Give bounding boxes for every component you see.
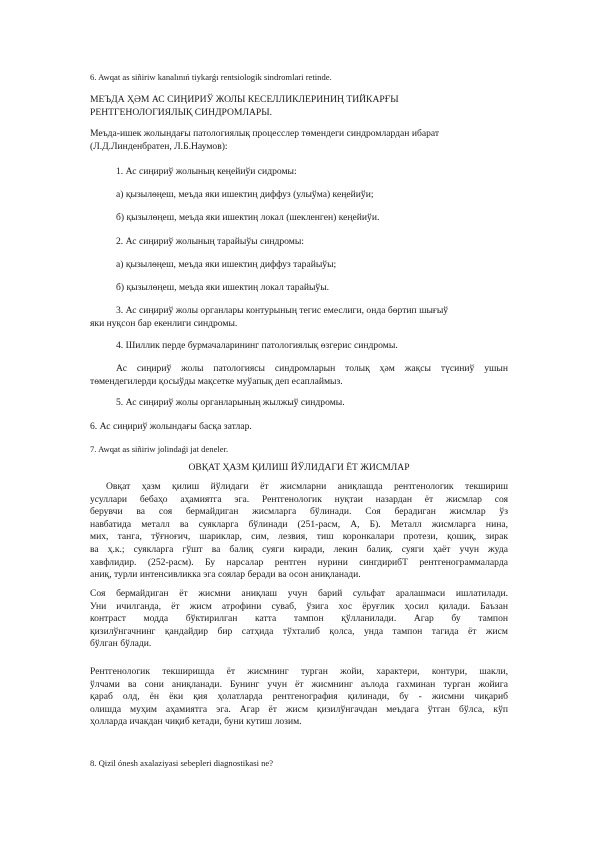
p3-line: контраст модда бўктирилган катта тампон қўлланилади. Агар бу тампон xyxy=(90,613,508,625)
syndrome-4: 4. Шиллик перде бурмачаларининг патологиялық өзгерис синдромы. xyxy=(116,340,398,351)
syndrome-6: 6. Ас сиңириў жолындағы басқа затлар. xyxy=(90,421,252,432)
syndrome-2-item-a: а) қызылөңеш, меъда яки ишектиң диффуз тарайыўы; xyxy=(116,259,337,270)
syndrome-2: 2. Ас сиңириў жолының тарайыўы синдромы: xyxy=(116,236,304,247)
paragraph-foreign-bodies xyxy=(90,481,508,582)
p2-line: хавфлидир. (252-расм). Бу нарсалар рентген нурини сингдирибТ рентгенограммаларда xyxy=(90,556,508,568)
intro-line-1: Меъда-ишек жолындағы патологиялық процесслер төмендеги синдромлардан ибарат xyxy=(90,128,440,139)
syndrome-2-item-b: б) қызылөңеш, меъда яки ишектиң локал тарайыўы. xyxy=(116,282,330,293)
p2-line: усуллари бебаҳо аҳамиятга эга. Рентгенологик нуқтаи назардан ёт жисмлар соя xyxy=(90,493,508,505)
section-title-1 xyxy=(90,94,508,119)
p3-line: бўлган бўлади. xyxy=(90,638,152,650)
question-6: 6. Awqat as siñiriw kanalınıń tiykarǵı rentsiologik sindromlari retinde. xyxy=(90,72,332,82)
p2-line: аниқ, турли интенсивликка эга соялар беради ва осон аниқланади. xyxy=(90,569,361,581)
p3-line: Соя бермайдиган ёт жисмни аниқлаш учун барий сульфат аралашмаси ишлатилади. xyxy=(90,588,508,599)
syndrome-5: 5. Ас сиңириў жолы органларының жылжыў синдромы. xyxy=(116,397,345,408)
section-title-2: ОВҚАТ ҲАЗМ ҚИЛИШ ЙЎЛИДАГИ ЁТ ЖИСМЛАР xyxy=(188,462,410,473)
p2-line: мих, танга, тўғноғич, шариклар, сим, лезвия, тиш коронкалари протези, қошиқ, зирак xyxy=(90,531,508,543)
p2-line: навбатида металл ва суякларга бўлинади (251-расм, А, Б). Металл жисмларга нина, xyxy=(90,518,508,530)
p4-line: ўлчами ва сони аниқланади. Бунинг учун ёт жисмнинг аълода гахминан турган жойига xyxy=(90,678,508,690)
p3-line: қизилўнгачнинг қандайдир бир сатҳида тўхталиб қолса, унда тампон тагида ёт жисм xyxy=(90,625,508,637)
paragraph-non-shadow-bodies xyxy=(90,588,508,651)
intro-paragraph xyxy=(90,128,508,153)
syndrome-1: 1. Ас сиңириў жолының кеңейиўи сидромы: xyxy=(116,166,297,177)
syndrome-3-line-1: 3. Ас сиңириў жолы органлары контурының тегис емеслиги, онда бөртип шығыў xyxy=(116,305,449,316)
syndrome-3 xyxy=(90,305,508,330)
p4-line: Рентгенологик текширишда ёт жисмнинг турган жойи, характери, контури, шакли, xyxy=(90,666,508,677)
p2-line: берувчи ва соя бермайдиган жисмларга бўлинади. Соя берадиган жисмлар ўз xyxy=(90,506,508,518)
syndrome-1-item-b: б) қызылөңеш, меъда яки ишектиң локал (шекленген) кеңейиўи. xyxy=(116,212,380,223)
question-7: 7. Awqat as siñiriw jolindaǵi jat deneler. xyxy=(90,444,229,454)
p4-line: ҳолларда ичакдан чиқиб кетади, буни кутиш лозим. xyxy=(90,716,302,728)
paragraph-examination xyxy=(90,666,508,729)
syndrome-3-line-2: яки нуқсон бар екенлиги синдромы. xyxy=(90,317,238,329)
p4-line: олишда муҳим аҳамиятга эга. Агар ёт жисм қизилўнгачдан меъдага ўтган бўлса, кўп xyxy=(90,703,508,715)
p4-line: қараб олд, ён ёки қия ҳолатларда рентгенография қилинади, бу - жисмни чиқариб xyxy=(90,691,508,703)
section-title-1-line-1: МЕЪДА ҲӘМ АС СИҢИРИЎ ЖОЛЫ КЕСЕЛЛИКЛЕРИНИҢ ТИЙКАРҒЫ xyxy=(90,94,399,105)
note-line-1: Ас сиңириў жолы патологиясы синдромларын толық ҳәм жақсы түсиниў ушын xyxy=(116,363,508,374)
question-8: 8. Qizil ónesh axalaziyasi sebepleri diagnostikasi ne? xyxy=(90,758,274,768)
note-paragraph xyxy=(90,363,508,388)
syndrome-1-item-a: а) қызылөңеш, меъда яки ишектиң диффуз (улыўма) кеңейиўи; xyxy=(116,189,374,200)
intro-line-2: (Л.Д.Линденбратен, Л.Б.Наумов): xyxy=(90,140,228,152)
p2-line: Овқат ҳазм қилиш йўлидаги ёт жисмларни аниқлашда рентгенологик текшириш xyxy=(106,481,508,492)
p2-line: ва ҳ.к.; суякларга гўшт ва балиқ суяги киради, лекин балиқ. суяги ҳаёт учун жуда xyxy=(90,543,508,555)
p3-line: Уни ичилганда, ёт жисм атрофини суваб, ўзига хос ёруғлик ҳосил қилади. Баъзан xyxy=(90,600,508,612)
note-line-2: төмендегилерди қосыўды мақсетке муўапық деп есаплаймыз. xyxy=(90,375,343,387)
section-title-1-line-2: РЕНТГЕНОЛОГИЯЛЫҚ СИНДРОМЛАРЫ. xyxy=(90,106,272,118)
